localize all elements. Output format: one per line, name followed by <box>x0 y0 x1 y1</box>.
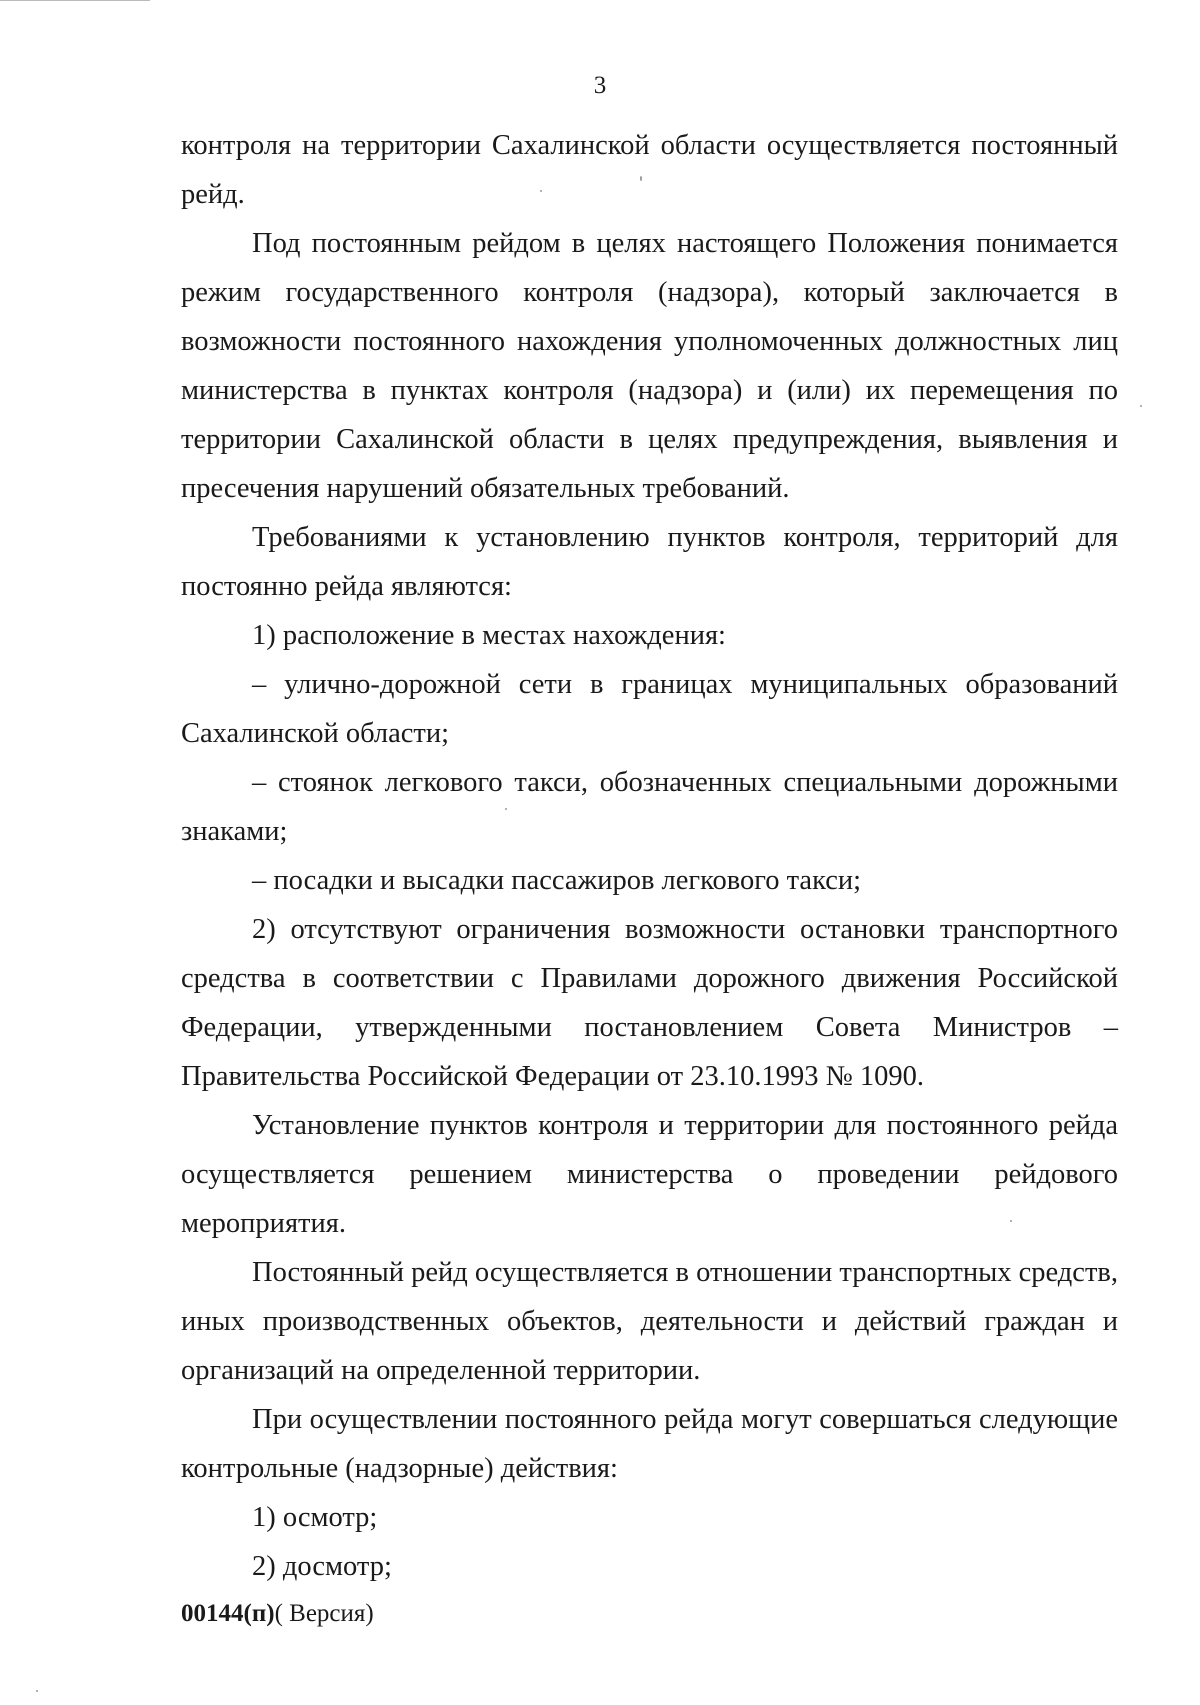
scan-speck <box>540 190 542 192</box>
list-item: – посадки и высадки пассажиров легкового такси; <box>252 865 862 896</box>
text-line: Сахалинской области; <box>181 718 450 749</box>
document-version: ( Версия) <box>274 1600 374 1627</box>
paragraph-start: При осуществлении постоянного рейда могут совершаться следующие <box>252 1404 1118 1435</box>
paragraph-start: Под постоянным рейдом в целях настоящего Положения понимается <box>252 228 1118 259</box>
text-line: контроля на территории Сахалинской области осуществляется постоянный <box>181 130 1118 161</box>
list-item: 2) отсутствуют ограничения возможности остановки транспортного <box>252 914 1118 945</box>
text-line: Правительства Российской Федерации от 23.10.1993 № 1090. <box>181 1061 925 1092</box>
text-line: возможности постоянного нахождения уполномоченных должностных лиц <box>181 326 1118 357</box>
scan-speck <box>640 176 642 181</box>
text-line: контрольные (надзорные) действия: <box>181 1453 618 1484</box>
text-line: средства в соответствии с Правилами дорожного движения Российской <box>181 963 1118 994</box>
text-line: территории Сахалинской области в целях предупреждения, выявления и <box>181 424 1118 455</box>
list-item: – стоянок легкового такси, обозначенных специальными дорожными <box>252 767 1118 798</box>
text-line: мероприятия. <box>181 1208 346 1239</box>
scan-speck <box>1010 1220 1012 1222</box>
text-line: Федерации, утвержденными постановлением Совета Министров – <box>181 1012 1118 1043</box>
paragraph-start: Постоянный рейд осуществляется в отношении транспортных средств, <box>252 1257 1118 1288</box>
text-line: министерства в пунктах контроля (надзора) и (или) их перемещения по <box>181 375 1118 406</box>
text-line: иных производственных объектов, деятельности и действий граждан и <box>181 1306 1118 1337</box>
page-number: 3 <box>593 72 607 99</box>
text-line: осуществляется решением министерства о проведении рейдового <box>181 1159 1118 1190</box>
list-item: 1) расположение в местах нахождения: <box>252 620 726 651</box>
document-footer <box>181 1600 374 1628</box>
document-code: 00144(п) <box>181 1600 275 1627</box>
scan-speck <box>505 808 507 810</box>
list-item: – улично-дорожной сети в границах муниципальных образований <box>252 669 1118 700</box>
text-line: режим государственного контроля (надзора), который заключается в <box>181 277 1118 308</box>
text-line: организаций на определенной территории. <box>181 1355 701 1386</box>
paragraph-start: Требованиями к установлению пунктов контроля, территорий для <box>252 522 1118 553</box>
list-item: 2) досмотр; <box>252 1551 392 1582</box>
scan-speck <box>1140 405 1142 407</box>
list-item: 1) осмотр; <box>252 1502 378 1533</box>
text-line: пресечения нарушений обязательных требований. <box>181 473 790 504</box>
scan-edge-mark <box>0 0 150 1</box>
text-line: постоянно рейда являются: <box>181 571 512 602</box>
text-line: рейд. <box>181 179 245 210</box>
scan-speck <box>36 1690 38 1692</box>
text-line: знаками; <box>181 816 288 847</box>
paragraph-start: Установление пунктов контроля и территории для постоянного рейда <box>252 1110 1118 1141</box>
